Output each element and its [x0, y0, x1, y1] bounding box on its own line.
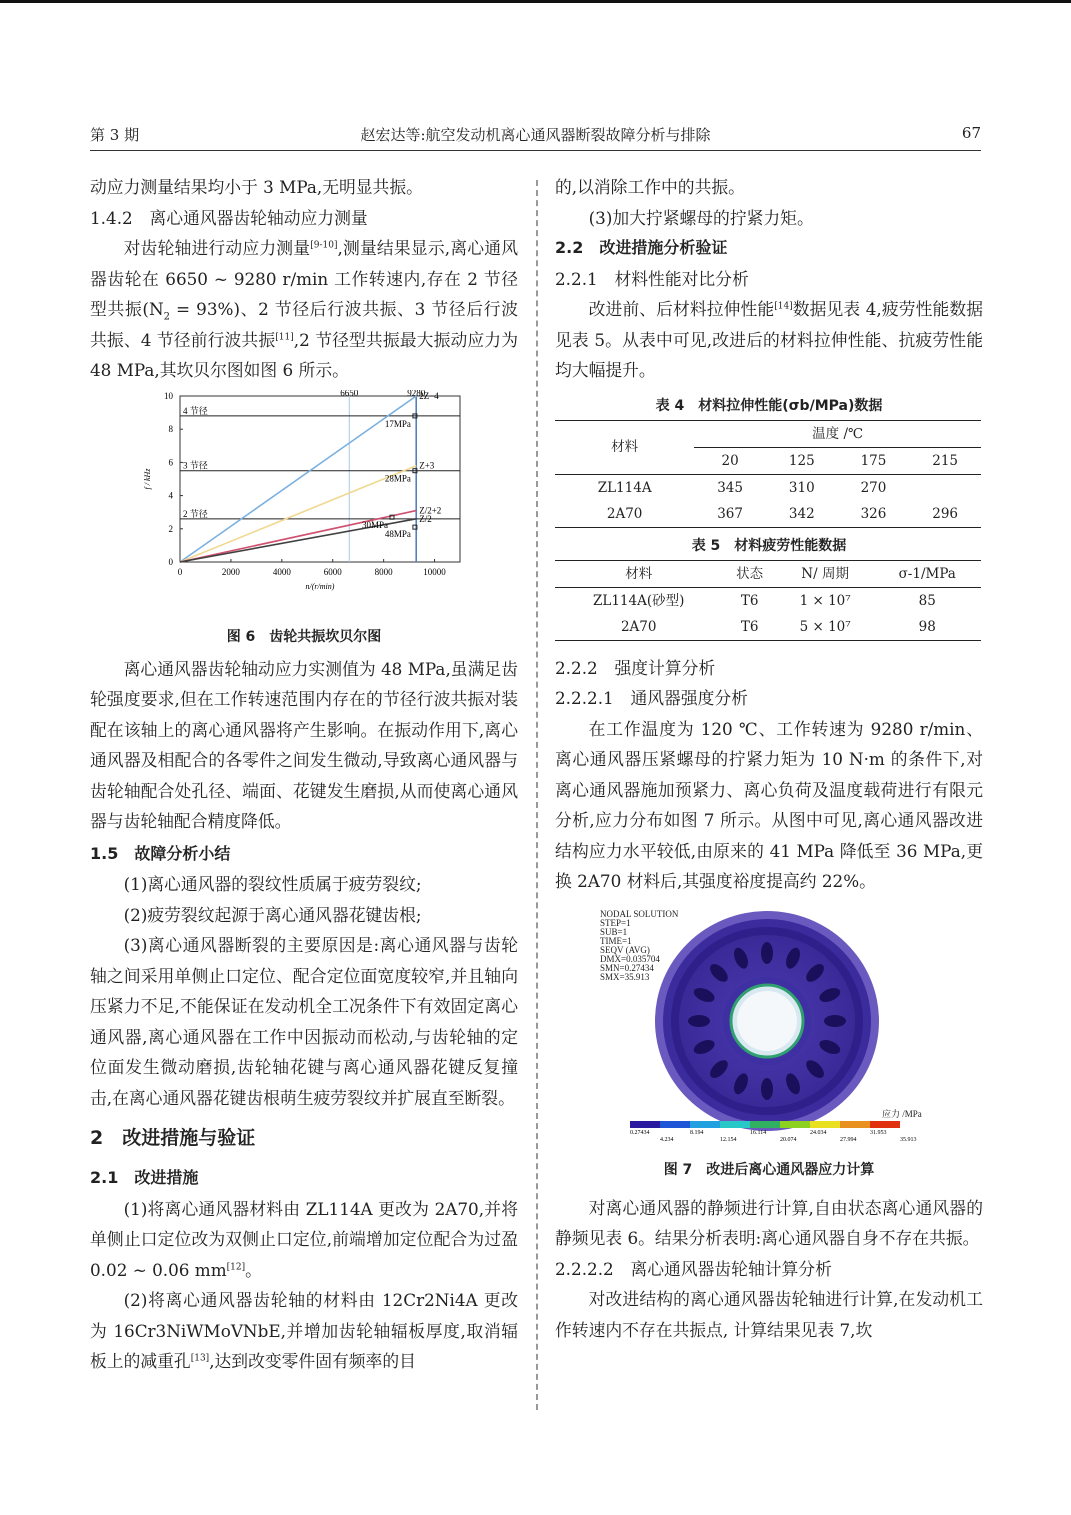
colorbar-tick-label: 27.994 — [840, 1136, 857, 1143]
table-5 — [555, 560, 981, 641]
fea-colorbar — [630, 1121, 917, 1143]
y-tick-label: 6 — [168, 456, 173, 467]
fea-label: NODAL SOLUTION — [600, 908, 679, 919]
top-border — [0, 0, 1071, 3]
issue-number: 第 3 期 — [90, 126, 140, 144]
x-tick-label: 0 — [177, 566, 183, 577]
vent-slot — [761, 1078, 773, 1100]
section-heading-1-5: 1.5 故障分析小结 — [90, 843, 231, 863]
header-rule — [90, 150, 981, 151]
x-tick-label: 10000 — [423, 566, 446, 577]
summary-item: (3)离心通风器断裂的主要原因是:离心通风器与齿轮轴之间采用单侧止口定位、配合定位面宽度较窄,并且轴向压紧力不足,不能保证在发动机全工况条件下有效固定离心通风器,离心通风器在工作中因振动而松动,与齿轮轴的定位面发生微动磨损,齿轮轴花键与离心通风器花键反复撞击,在离心通风器花键齿根萌生疲劳裂纹并扩展直至断裂。 — [90, 935, 518, 1108]
measure-item: (3)加大拧紧螺母的拧紧力矩。 — [588, 207, 814, 228]
paragraph: 的,以消除工作中的共振。 — [555, 177, 745, 197]
paragraph: 动应力测量结果均小于 3 MPa,无明显共振。 — [90, 177, 423, 197]
table-row: ZL114A 345 310 270 — [597, 479, 887, 496]
y-tick-label: 0 — [168, 556, 173, 567]
citation: [13] — [190, 1353, 210, 1364]
colorbar-tick-label: 4.234 — [660, 1136, 674, 1143]
table-4-caption: 表 4 材料拉伸性能(σb/MPa)数据 — [655, 397, 883, 414]
x-axis-label: n/(r/min) — [305, 581, 335, 591]
x-tick-label: 4000 — [272, 566, 291, 577]
nodal-diameter-label: 2 节径 — [183, 508, 208, 519]
nodal-diameter-label: 4 节径 — [183, 405, 208, 416]
table-header: 温度 /℃ — [694, 420, 981, 447]
vent-slot — [761, 942, 773, 964]
citation: [12] — [226, 1261, 246, 1272]
colorbar-swatch — [780, 1121, 810, 1128]
colorbar-swatch — [720, 1121, 750, 1128]
stress-annotation: 48MPa — [384, 528, 411, 539]
table-row: 2A70 367 342 326 296 — [555, 501, 981, 528]
colorbar-tick-label: 0.27434 — [630, 1129, 650, 1136]
fea-label: SMN=0.27434 — [600, 962, 654, 973]
vent-slot — [688, 1015, 710, 1027]
fea-legend-text — [600, 909, 679, 982]
section-heading-2-2-1: 2.2.1 材料性能对比分析 — [555, 268, 749, 289]
fea-label: SMX=35.913 — [600, 971, 650, 982]
table-header: 状态 — [722, 560, 776, 587]
nodal-diameter-label: 3 节径 — [183, 460, 208, 471]
colorbar-tick-label: 16.114 — [750, 1129, 767, 1136]
citation: [14] — [774, 301, 793, 312]
table-row: 2A70 T6 5 × 10⁷ 98 — [555, 614, 981, 641]
summary-item: (2)疲劳裂纹起源于离心通风器花键齿根; — [123, 904, 422, 925]
right-column — [555, 172, 983, 1345]
section-heading-2-2-2-2: 2.2.2.2 离心通风器齿轮轴计算分析 — [555, 1258, 832, 1279]
colorbar-tick-label: 35.913 — [900, 1136, 917, 1143]
paragraph: 在工作温度为 120 ℃、工作转速为 9280 r/min、离心通风器压紧螺母的拧紧力矩为 10 N·m 的条件下,对离心通风器施加预紧力、离心负荷及温度载荷进行有限元分析,应力分布如图 7 所示。从图中可见,离心通风器改进结构应力水平较低,由原来的 41 MPa 降低至 36 MPa,更换 2A70 材料后,其强度裕度提高约 22%。 — [555, 718, 983, 891]
colorbar-unit: 应力 /MPa — [882, 1108, 922, 1119]
y-axis-label: f / kHz — [143, 468, 152, 489]
figure-7-caption: 图 7 改进后离心通风器应力计算 — [663, 1161, 875, 1178]
x-tick-label: 8000 — [374, 566, 393, 577]
section-heading-2-1: 2.1 改进措施 — [90, 1168, 199, 1187]
citation: [9-10] — [310, 240, 338, 251]
figure-6-campbell-diagram — [90, 390, 518, 620]
colorbar-swatch — [810, 1121, 840, 1128]
excitation-order-label: Z+3 — [419, 460, 435, 471]
colorbar-tick-label: 8.194 — [690, 1129, 704, 1136]
summary-item: (1)离心通风器的裂纹性质属于疲劳裂纹; — [123, 874, 422, 894]
section-heading-2: 2 改进措施与验证 — [90, 1127, 256, 1149]
colorbar-swatch — [690, 1121, 720, 1128]
excitation-order-label: Z/2+2 — [419, 505, 442, 516]
section-heading-2-2-2: 2.2.2 强度计算分析 — [555, 657, 716, 678]
stress-annotation: 30MPa — [362, 519, 389, 530]
paragraph: 离心通风器齿轮轴动应力实测值为 48 MPa,虽满足齿轮强度要求,但在工作转速范围内存在的节径行波共振对装配在该轴上的离心通风器将产生影响。在振动作用下,离心通风器及相配合的各零件之间发生微动,导致离心通风器与齿轮轴配合处孔径、端面、花键发生磨损,从而使离心通风器与齿轮轴配合精度降低。 — [90, 658, 518, 831]
fea-label: DMX=0.035704 — [600, 953, 660, 964]
colorbar-swatch — [840, 1121, 870, 1128]
table-header: σ-1/MPa — [873, 560, 981, 587]
y-tick-label: 4 — [168, 490, 173, 501]
table-header: 175 — [838, 447, 910, 474]
colorbar-swatch — [870, 1121, 900, 1128]
table-header: 215 — [909, 447, 981, 474]
colorbar-swatch — [750, 1121, 780, 1128]
paragraph: 改进前、后材料拉伸性能[14]数据见表 4,疲劳性能数据见表 5。从表中可见,改进后的材料拉伸性能、抗疲劳性能均大幅提升。 — [555, 299, 983, 380]
figure-7-stress-contour — [555, 903, 983, 1153]
fea-label: TIME=1 — [600, 935, 632, 946]
speed-label: 6650 — [340, 389, 359, 398]
colorbar-tick-label: 24.034 — [810, 1129, 827, 1136]
fea-label: SEQV (AVG) — [600, 944, 650, 955]
vent-slot — [824, 1015, 846, 1027]
table-5-caption: 表 5 材料疲劳性能数据 — [691, 537, 847, 554]
running-header — [90, 124, 981, 148]
paragraph: 对齿轮轴进行动应力测量[9-10],测量结果显示,离心通风器齿轮在 6650 ~ 9280 r/min 工作转速内,存在 2 节径型共振$(N_2 = 93\%)$、2 节径后行波共振、3 节径后行波共振、4 节径前行波共振[11],2 节径型共振最大振动应力为 48 MPa,其坎贝尔图如图 6 所示。 — [90, 238, 518, 380]
running-title: 赵宏达等:航空发动机离心通风器断裂故障分析与排除 — [360, 126, 711, 144]
fan-disk — [655, 911, 879, 1131]
colorbar-swatch — [630, 1121, 660, 1128]
fea-stress-image — [555, 903, 983, 1153]
y-tick-label: 10 — [164, 390, 173, 401]
y-tick-label: 8 — [168, 423, 173, 434]
table-header: 125 — [766, 447, 838, 474]
colorbar-tick-label: 12.154 — [720, 1136, 737, 1143]
y-tick-label: 2 — [168, 523, 173, 534]
colorbar-swatch — [660, 1121, 690, 1128]
fea-label: STEP=1 — [600, 917, 631, 928]
measure-item: (2)将离心通风器齿轮轴的材料由 12Cr2Ni4A 更改为 16Cr3NiWMoVNbE,并增加齿轮轴辐板厚度,取消辐板上的减重孔[13],达到改变零件固有频率的目 — [90, 1290, 518, 1371]
table-header: 材料 — [555, 560, 722, 587]
stress-annotation: 17MPa — [384, 418, 411, 429]
section-heading-2-2: 2.2 改进措施分析验证 — [555, 238, 728, 257]
citation: [11] — [275, 331, 294, 342]
campbell-chart — [90, 390, 518, 620]
paragraph: 对离心通风器的静频进行计算,自由状态离心通风器的静频见表 6。结果分析表明:离心通风器自身不存在共振。 — [555, 1197, 983, 1248]
column-divider — [536, 180, 538, 1410]
fea-label: SUB=1 — [600, 926, 628, 937]
figure-6-caption: 图 6 齿轮共振坎贝尔图 — [226, 628, 382, 645]
table-header: 材料 — [555, 420, 694, 474]
left-column — [90, 172, 518, 1377]
page-number: 67 — [961, 124, 981, 142]
colorbar-tick-label: 31.953 — [870, 1129, 887, 1136]
stress-annotation: 28MPa — [384, 473, 411, 484]
colorbar-tick-label: 20.074 — [780, 1136, 797, 1143]
table-header: N/ 周期 — [777, 560, 874, 587]
section-heading-2-2-2-1: 2.2.2.1 通风器强度分析 — [555, 688, 748, 708]
table-row: ZL114A(砂型) T6 1 × 10⁷ 85 — [593, 592, 936, 609]
x-tick-label: 6000 — [323, 566, 342, 577]
section-heading-1-4-2: 1.4.2 离心通风器齿轮轴动应力测量 — [90, 207, 368, 228]
table-4 — [555, 420, 981, 528]
excitation-order-label: Z/2 — [419, 513, 432, 524]
paragraph: 对改进结构的离心通风器齿轮轴进行计算,在发动机工作转速内不存在共振点, 计算结果见表 7,坎 — [555, 1289, 983, 1340]
measure-item: (1)将离心通风器材料由 ZL114A 更改为 2A70,并将单侧止口定位改为双侧止口定位,前端增加定位配合为过盈 0.02 ~ 0.06 mm[12]。 — [90, 1198, 518, 1280]
speed-label: 9280 — [407, 389, 426, 398]
x-tick-label: 2000 — [221, 566, 240, 577]
table-header: 20 — [694, 447, 766, 474]
excitation-order-label: 2Z−4 — [419, 390, 439, 401]
